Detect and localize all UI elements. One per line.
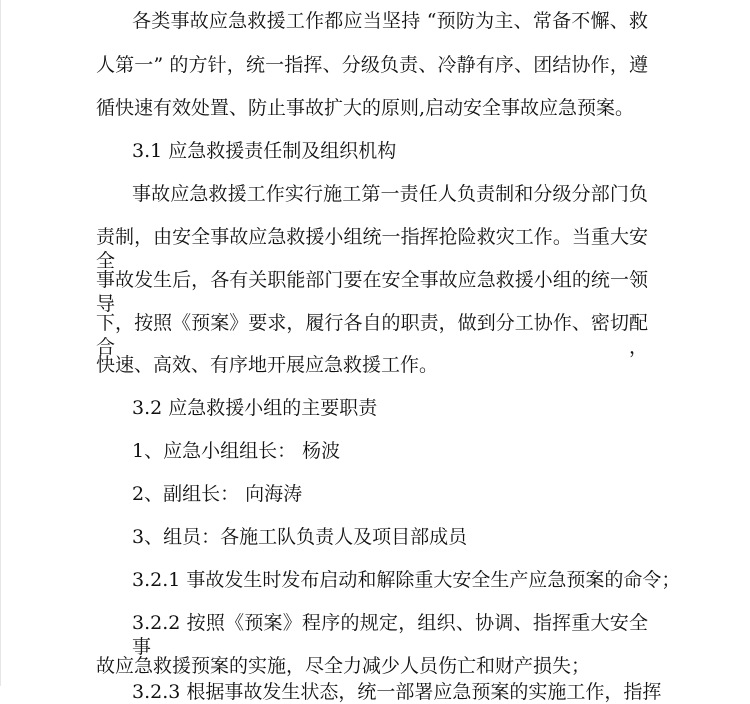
item-3-2-3-partial: 3.2.3 根据事故发生状态，统一部署应急预案的实施工作，指挥 [132, 681, 662, 703]
section-heading-3-1: 3.1 应急救援责任制及组织机构 [132, 140, 397, 162]
deputy-leader-line: 2、副组长： 向海涛 [132, 483, 303, 505]
group-leader-line: 1、应急小组组长： 杨波 [132, 440, 341, 462]
paragraph-2-line-5: 快速、高效、有序地开展应急救援工作。 [96, 354, 439, 376]
members-line: 3、组员：各施工队负责人及项目部成员 [132, 526, 468, 548]
page-edge [0, 0, 1, 686]
paragraph-2-line-3: 事故发生后，各有关职能部门要在安全事故应急救援小组的统一领导 [96, 269, 648, 315]
paragraph-1-line-2: 人第一” 的方针，统一指挥、分级负责、冷静有序、团结协作，遵 [96, 54, 648, 76]
paragraph-2-line-1: 事故应急救援工作实行施工第一责任人负责制和分级分部门负 [132, 183, 648, 205]
paragraph-2-line-4: 下，按照《预案》要求，履行各自的职责，做到分工协作、密切配合， [96, 312, 648, 358]
section-heading-3-2: 3.2 应急救援小组的主要职责 [132, 397, 378, 419]
paragraph-2-line-2: 责制，由安全事故应急救援小组统一指挥抢险救灾工作。当重大安全 [96, 226, 648, 272]
item-3-2-2-line-1: 3.2.2 按照《预案》程序的规定，组织、协调、指挥重大安全事 [132, 612, 648, 658]
paragraph-1-line-1: 各类事故应急救援工作都应当坚持 “预防为主、常备不懈、救 [132, 10, 648, 32]
item-3-2-2-line-2: 故应急救援预案的实施，尽全力减少人员伤亡和财产损失； [96, 655, 591, 677]
item-3-2-1: 3.2.1 事故发生时发布启动和解除重大安全生产应急预案的命令； [132, 569, 681, 591]
paragraph-1-line-3: 循快速有效处置、防止事故扩大的原则,启动安全事故应急预案。 [96, 97, 635, 119]
